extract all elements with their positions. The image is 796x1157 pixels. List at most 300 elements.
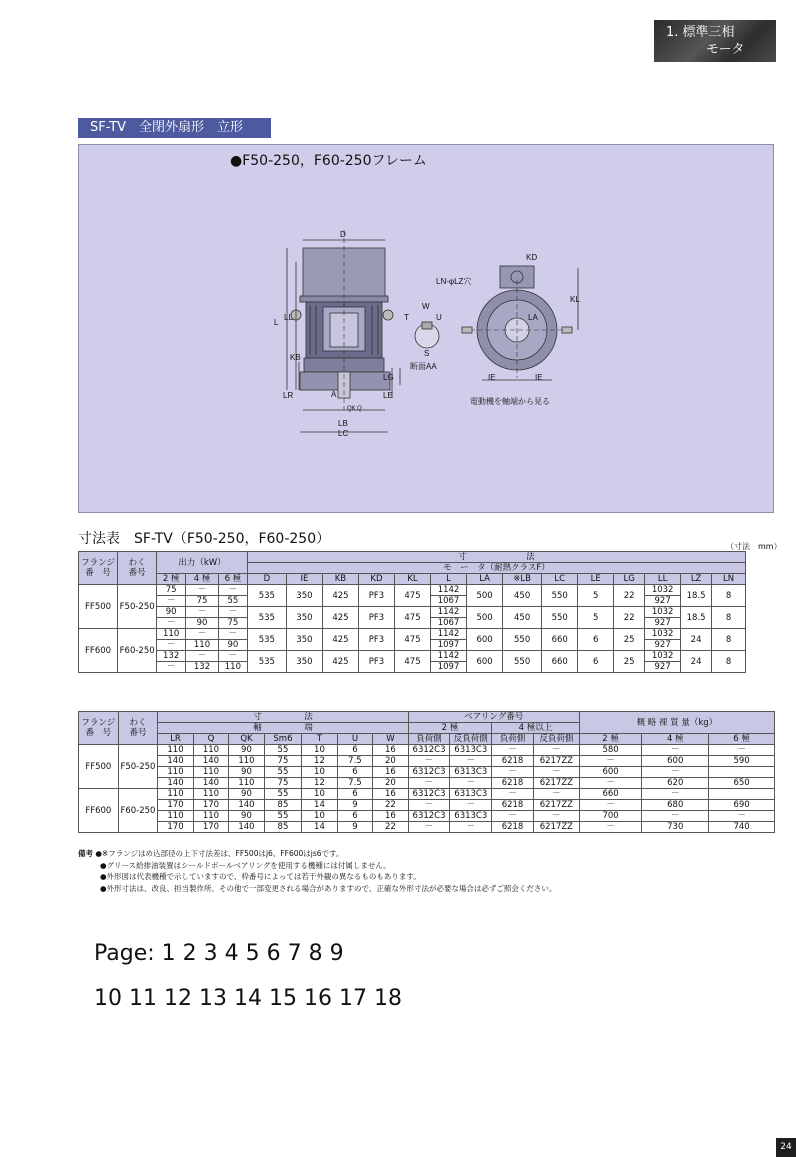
page-link-10[interactable]: 10 [94,986,129,1011]
cell-LL: 1032 [645,629,681,640]
page-link-2[interactable]: 2 [182,941,204,966]
label-KL: KL [570,295,580,304]
table-row [79,767,775,778]
table-cell: 110 [193,745,228,756]
table-cell: － [533,767,579,778]
cell-frame: F60-250 [118,789,158,833]
section-title: SF-TV 全閉外扇形 立形 [78,118,271,138]
cell-output: － [157,618,186,629]
page-link-8[interactable]: 8 [308,941,330,966]
header-frame: わく 番号 [118,552,157,585]
label-T: T [404,313,409,322]
cell-output: 75 [186,596,219,607]
cell-LL: 927 [645,596,681,607]
label-Q: Q [357,406,362,412]
page-link-1[interactable]: 1 [161,941,183,966]
page-link-6[interactable]: 6 [266,941,288,966]
cell-flange: FF500 [79,585,118,629]
cell-KB: 425 [322,585,358,607]
label-S: S [424,349,430,358]
table-row [79,822,775,833]
table-cell: 6313C3 [450,811,492,822]
header-col: ※LB [503,574,542,585]
header-col: LE [578,574,614,585]
table-cell: － [492,811,534,822]
header-dimensions: 寸 法 [247,552,745,563]
cell-IE: 350 [286,651,322,673]
header-col: IE [286,574,322,585]
table-cell: 6218 [492,800,534,811]
cell-output: 75 [157,585,186,596]
table-cell: － [408,756,450,767]
cell-IE: 350 [286,585,322,607]
table-cell: 55 [264,767,302,778]
cell-KB: 425 [322,651,358,673]
header-bearing: ベアリング番号 [408,712,579,723]
table-cell: 90 [229,811,264,822]
header-col: 6 極 [709,734,775,745]
header-2pole: 2 極 [408,723,491,734]
table-cell: 6218 [492,756,534,767]
page-link-16[interactable]: 16 [304,986,339,1011]
table-cell: 6217ZZ [533,778,579,789]
table-cell: 110 [158,745,193,756]
cell-LC: 660 [542,629,578,651]
table-cell: 620 [642,778,709,789]
header-col: LN [712,574,746,585]
table-row [79,800,775,811]
header-dimensions: 寸 法 [158,712,408,723]
table-cell: 6218 [492,778,534,789]
table-cell: 75 [264,756,302,767]
cell-LG: 25 [614,651,645,673]
label-D: D [340,230,346,239]
table-cell: 75 [264,778,302,789]
cell-output: － [186,607,219,618]
table-cell: － [579,800,642,811]
cell-KL: 475 [394,607,430,629]
table-cell: 55 [264,811,302,822]
cell-flange: FF600 [79,789,119,833]
label-LL: LL [284,313,293,322]
cell-output: － [218,629,247,640]
table-cell: － [450,756,492,767]
cell-output: － [186,629,219,640]
table-cell: 110 [193,767,228,778]
cell-L: 1142 [431,607,467,618]
page-link-3[interactable]: 3 [203,941,225,966]
note-line-4: ●外形寸法は、改良、担当製作所、その他で一部変更される場合がありますので、正確な外形寸法が必要な場合は必ずご照会ください。 [100,883,557,893]
header-col: KD [358,574,394,585]
cell-LB: 550 [503,651,542,673]
table-cell: 690 [709,800,775,811]
header-col: LG [614,574,645,585]
cell-output: 90 [218,640,247,651]
header-flange: フランジ 番 号 [79,552,118,585]
cell-D: 535 [247,607,286,629]
table-cell: 140 [229,822,264,833]
table-cell: － [579,822,642,833]
header-col: LL [645,574,681,585]
cell-LE: 6 [578,651,614,673]
cell-L: 1142 [431,585,467,596]
table-cell: 9 [337,800,372,811]
cell-L: 1067 [431,596,467,607]
cell-L: 1142 [431,651,467,662]
table-cell: 6 [337,745,372,756]
cell-LG: 25 [614,629,645,651]
table-cell: 580 [579,745,642,756]
table-cell: － [579,756,642,767]
cell-LB: 550 [503,629,542,651]
cell-KD: PF3 [358,585,394,607]
page-link-11[interactable]: 11 [129,986,164,1011]
label-view: 電動機を軸端から見る [470,397,550,406]
table-cell: 20 [373,756,409,767]
table-cell: 14 [302,822,337,833]
pagination-row-1 [94,941,344,966]
table-cell: 170 [193,822,228,833]
table-cell: 6312C3 [408,745,450,756]
table-cell: 110 [158,811,193,822]
table-cell: － [533,811,579,822]
cell-flange: FF500 [79,745,119,789]
label-LR: LR [283,391,294,400]
cell-KB: 425 [322,629,358,651]
label-A: A [331,390,337,399]
table-row [79,607,775,618]
cell-output: 132 [157,651,186,662]
table-cell: 10 [302,789,337,800]
cell-frame: F50-250 [118,745,158,789]
label-IE2: IE [535,373,543,382]
table-cell: 16 [373,811,409,822]
notes-label: 備考 [78,849,93,858]
motor-drawing [0,0,796,520]
label-IE1: IE [488,373,496,382]
table-cell: 7.5 [337,756,372,767]
table-cell: 650 [709,778,775,789]
cell-LZ: 24 [681,651,712,673]
table-cell: 170 [158,800,193,811]
cell-frame: F60-250 [118,629,157,673]
page-link-15[interactable]: 15 [269,986,304,1011]
table-cell: 90 [229,745,264,756]
header-flange: フランジ 番 号 [79,712,119,745]
cell-L: 1097 [431,662,467,673]
cell-D: 535 [247,585,286,607]
header-col: 負荷側 [492,734,534,745]
pagination-label: Page: [94,941,155,966]
page-link-12[interactable]: 12 [164,986,199,1011]
cell-LN: 8 [712,585,746,607]
table-cell: 10 [302,811,337,822]
cell-output: － [157,662,186,673]
cell-output: 132 [186,662,219,673]
table-cell: 590 [709,756,775,767]
table-cell: 660 [579,789,642,800]
table-cell: － [642,811,709,822]
header-output: 出力（kW） [157,552,248,574]
table-cell: 170 [158,822,193,833]
table-cell: 110 [193,789,228,800]
cell-LC: 550 [542,607,578,629]
cell-flange: FF600 [79,629,118,673]
note-line-1: ●※フランジはめ込部径の上下寸法差は、FF500はj6、FF600はjs6です。 [95,849,344,858]
table-cell: 85 [264,822,302,833]
cell-LA: 500 [467,607,503,629]
table-row [79,585,775,596]
notes [78,848,556,894]
table-cell: － [408,800,450,811]
table-cell: － [642,789,709,800]
header-col: 4 極 [642,734,709,745]
table-cell: 110 [229,756,264,767]
table-cell: 6218 [492,822,534,833]
cell-output: 55 [218,596,247,607]
cell-LL: 1032 [645,585,681,596]
page-link-13[interactable]: 13 [199,986,234,1011]
table-row [79,629,775,640]
table-cell: 16 [373,767,409,778]
table-cell: 6217ZZ [533,756,579,767]
table-cell: 6312C3 [408,789,450,800]
cell-D: 535 [247,651,286,673]
cell-LL: 927 [645,662,681,673]
header-motor: モ ー タ（耐熱クラスF） [247,563,745,574]
table-cell: 20 [373,778,409,789]
table-cell: － [492,789,534,800]
cell-LZ: 18.5 [681,607,712,629]
cell-L: 1097 [431,640,467,651]
header-4pole-up: 4 極以上 [492,723,580,734]
table-cell: 9 [337,822,372,833]
cell-output: － [186,585,219,596]
table-row [79,651,775,662]
cell-LA: 500 [467,585,503,607]
dimension-table [78,551,775,673]
header-col: T [302,734,337,745]
table-cell: － [408,822,450,833]
header-col: LZ [681,574,712,585]
table-cell: － [709,745,775,756]
table-cell: 680 [642,800,709,811]
table-cell: 6313C3 [450,767,492,778]
table-row [79,778,775,789]
table-cell: 55 [264,745,302,756]
table-cell: 6312C3 [408,811,450,822]
table-cell: － [450,822,492,833]
category-line2: モータ [706,42,745,57]
table-cell: － [492,767,534,778]
table-title: 寸法表 SF-TV（F50-250，F60-250） [78,531,331,547]
label-LB: LB [338,419,348,428]
cell-frame: F50-250 [118,585,157,629]
cell-IE: 350 [286,629,322,651]
header-frame: わく 番号 [118,712,158,745]
label-LN: LN-φLZ穴 [436,277,472,286]
page-link-18[interactable]: 18 [374,986,402,1011]
header-col: W [373,734,409,745]
category-line1: 1. 標準三相 [666,25,735,40]
cell-KD: PF3 [358,629,394,651]
page-number: 24 [776,1138,796,1157]
table-cell: 6312C3 [408,767,450,778]
header-col: Sm6 [264,734,302,745]
header-col: QK [229,734,264,745]
cell-output: － [157,640,186,651]
cell-output: 110 [218,662,247,673]
cell-LG: 22 [614,607,645,629]
table-cell: 110 [158,767,193,778]
header-col: 2 極 [579,734,642,745]
table-cell: 16 [373,745,409,756]
table-cell: 12 [302,756,337,767]
table-cell: 700 [579,811,642,822]
cell-LL: 1032 [645,651,681,662]
cell-LB: 450 [503,607,542,629]
label-QK: QK [347,406,356,412]
table-cell: 6313C3 [450,745,492,756]
table-row [79,789,775,800]
table-cell: 22 [373,800,409,811]
page-link-5[interactable]: 5 [245,941,267,966]
table-row [79,756,775,767]
cell-LN: 8 [712,607,746,629]
header-col: U [337,734,372,745]
cell-output: － [157,596,186,607]
label-KB: KB [290,353,301,362]
cell-output: 90 [157,607,186,618]
cell-output: 110 [186,640,219,651]
label-L: L [274,318,279,327]
table-cell: － [533,789,579,800]
table-cell: 16 [373,789,409,800]
table-cell: 140 [158,778,193,789]
cell-output: － [218,651,247,662]
header-col: Q [193,734,228,745]
header-col: 反負荷側 [450,734,492,745]
table-row [79,811,775,822]
table-cell: 10 [302,745,337,756]
cell-LB: 450 [503,585,542,607]
cell-output: － [218,585,247,596]
header-row [79,552,775,563]
table-cell: 600 [579,767,642,778]
header-col: L [431,574,467,585]
label-section: 断面AA [410,362,437,371]
table-cell: 6 [337,767,372,778]
figure-caption: ●F50-250，F60-250フレーム [230,153,427,169]
table-cell: 6217ZZ [533,800,579,811]
label-W: W [422,302,430,311]
header-mass: 概 略 裸 質 量（kg） [579,712,774,734]
cell-IE: 350 [286,607,322,629]
cell-LG: 22 [614,585,645,607]
table-cell: 140 [193,778,228,789]
cell-LZ: 24 [681,629,712,651]
table-cell: 12 [302,778,337,789]
table-cell: 6 [337,811,372,822]
page-link-17[interactable]: 17 [339,986,374,1011]
cell-KL: 475 [394,651,430,673]
label-U: U [436,313,442,322]
header-row [79,734,775,745]
cell-output: 75 [218,618,247,629]
unit-note: （寸法 mm） [726,542,782,551]
table-cell: － [579,778,642,789]
header-col: LC [542,574,578,585]
table-cell: 110 [158,789,193,800]
table-cell: 140 [158,756,193,767]
cell-LN: 8 [712,651,746,673]
cell-KB: 425 [322,607,358,629]
header-row [79,712,775,723]
table-cell: 110 [193,811,228,822]
page-link-7[interactable]: 7 [287,941,309,966]
table-cell: 55 [264,789,302,800]
table-cell: 90 [229,789,264,800]
pagination-row-2 [94,986,402,1011]
header-col: KL [394,574,430,585]
header-shaft: 軸 端 [158,723,408,734]
spec-table [78,711,775,833]
header-col: LA [467,574,503,585]
table-cell: － [642,767,709,778]
cell-LC: 660 [542,651,578,673]
header-pole: 4 極 [186,574,219,585]
page-link-4[interactable]: 4 [224,941,246,966]
table-cell: － [709,811,775,822]
header-col: KB [322,574,358,585]
table-cell [709,789,775,800]
table-cell: 140 [193,756,228,767]
cell-LL: 927 [645,640,681,651]
table-cell: 6217ZZ [533,822,579,833]
note-line-2: ●グリース給排油装置はシールドボールベアリングを使用する機種には付属しません。 [100,860,391,870]
header-col: 反負荷側 [533,734,579,745]
table-cell: 740 [709,822,775,833]
table-cell: － [408,778,450,789]
table-cell: 140 [229,800,264,811]
cell-LA: 600 [467,651,503,673]
label-KD: KD [526,253,538,262]
cell-LE: 5 [578,607,614,629]
header-col: D [247,574,286,585]
label-LC: LC [338,429,349,438]
table-cell: 170 [193,800,228,811]
cell-KL: 475 [394,585,430,607]
cell-L: 1067 [431,618,467,629]
table-cell: 10 [302,767,337,778]
table-row [79,745,775,756]
table-cell: － [450,800,492,811]
table-cell: 730 [642,822,709,833]
cell-KD: PF3 [358,607,394,629]
note-line-3: ●外形図は代表機種で示していますので、枠番号によっては若干外観の異なるものもあります。 [100,872,421,881]
table-cell: － [533,745,579,756]
header-col: 負荷側 [408,734,450,745]
table-cell: － [642,745,709,756]
table-cell: 14 [302,800,337,811]
page-link-14[interactable]: 14 [234,986,269,1011]
cell-LL: 1032 [645,607,681,618]
cell-output: 110 [157,629,186,640]
header-pole: 6 極 [218,574,247,585]
page-link-9[interactable]: 9 [329,941,344,966]
label-LG: LG [383,373,394,382]
cell-LZ: 18.5 [681,585,712,607]
